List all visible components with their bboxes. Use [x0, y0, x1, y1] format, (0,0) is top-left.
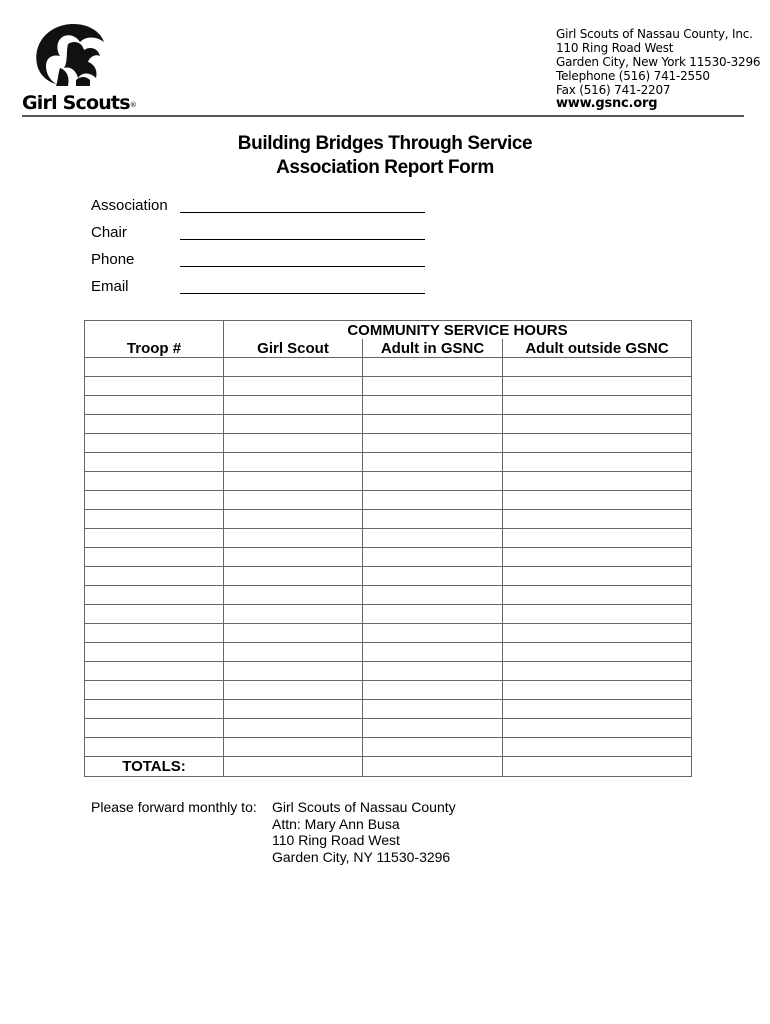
adult-in-gsnc-hours-cell[interactable] — [363, 738, 503, 757]
adult-outside-gsnc-hours-cell[interactable] — [503, 586, 692, 605]
adult-outside-gsnc-hours-cell[interactable] — [503, 453, 692, 472]
adult-outside-gsnc-hours-cell[interactable] — [503, 738, 692, 757]
table-row — [85, 396, 692, 415]
association-label: Association — [91, 197, 168, 214]
adult-outside-gsnc-hours-cell[interactable] — [503, 472, 692, 491]
table-row — [85, 358, 692, 377]
adult-outside-gsnc-hours-cell[interactable] — [503, 377, 692, 396]
adult-in-gsnc-hours-cell[interactable] — [363, 700, 503, 719]
troop-cell[interactable] — [85, 586, 224, 605]
table-row — [85, 453, 692, 472]
trefoil-profiles-icon — [30, 22, 108, 90]
adult-in-gsnc-hours-cell[interactable] — [363, 434, 503, 453]
table-row — [85, 719, 692, 738]
girl-scout-hours-cell[interactable] — [224, 548, 363, 567]
girl-scout-hours-cell[interactable] — [224, 700, 363, 719]
adult-outside-gsnc-hours-cell[interactable] — [503, 491, 692, 510]
adult-in-gsnc-hours-cell[interactable] — [363, 719, 503, 738]
adult-outside-gsnc-hours-cell[interactable] — [503, 605, 692, 624]
logo-wordmark: Girl Scouts® — [22, 92, 136, 114]
girl-scout-hours-cell[interactable] — [224, 605, 363, 624]
adult-outside-gsnc-hours-cell[interactable] — [503, 681, 692, 700]
adult-in-gsnc-hours-cell[interactable] — [363, 548, 503, 567]
girl-scout-hours-cell[interactable] — [224, 719, 363, 738]
organization-address-block — [556, 27, 760, 111]
adult-in-gsnc-hours-cell[interactable] — [363, 396, 503, 415]
girl-scout-hours-cell[interactable] — [224, 567, 363, 586]
association-field[interactable] — [180, 212, 425, 213]
table-row — [85, 605, 692, 624]
adult-in-gsnc-hours-cell[interactable] — [363, 681, 503, 700]
adult-outside-gsnc-hours-cell[interactable] — [503, 510, 692, 529]
adult-outside-gsnc-hours-cell[interactable] — [503, 529, 692, 548]
adult-in-gsnc-hours-cell[interactable] — [363, 377, 503, 396]
phone-label: Phone — [91, 251, 135, 268]
adult-in-gsnc-hours-cell[interactable] — [363, 529, 503, 548]
blank-header-cell — [85, 321, 224, 340]
troop-cell[interactable] — [85, 719, 224, 738]
adult-in-gsnc-hours-cell[interactable] — [363, 586, 503, 605]
adult-outside-gsnc-hours-cell[interactable] — [503, 700, 692, 719]
troop-cell[interactable] — [85, 453, 224, 472]
table-row — [85, 662, 692, 681]
adult-outside-gsnc-hours-cell[interactable] — [503, 719, 692, 738]
email-label: Email — [91, 278, 129, 295]
girl-scout-hours-cell[interactable] — [224, 415, 363, 434]
chair-label: Chair — [91, 224, 127, 241]
adult-in-gsnc-hours-cell[interactable] — [363, 510, 503, 529]
adult-in-gsnc-hours-cell[interactable] — [363, 453, 503, 472]
totals-label: TOTALS: — [85, 757, 224, 777]
girl-scout-hours-cell[interactable] — [224, 586, 363, 605]
table-row — [85, 738, 692, 757]
adult-in-gsnc-hours-cell[interactable] — [363, 358, 503, 377]
adult-outside-gsnc-hours-cell[interactable] — [503, 624, 692, 643]
troop-cell[interactable] — [85, 491, 224, 510]
girl-scout-hours-cell[interactable] — [224, 662, 363, 681]
forward-address-line: 110 Ring Road West — [272, 832, 400, 848]
troop-cell[interactable] — [85, 662, 224, 681]
table-column-header-row — [85, 339, 692, 358]
girl-scout-column-header: Girl Scout — [224, 339, 363, 358]
forward-address-line: Garden City, NY 11530-3296 — [272, 848, 451, 865]
girl-scout-hours-cell[interactable] — [224, 643, 363, 662]
girl-scout-hours-cell[interactable] — [224, 738, 363, 757]
table-row — [85, 434, 692, 453]
troop-cell[interactable] — [85, 738, 224, 757]
table-row — [85, 567, 692, 586]
org-website-link[interactable]: www.gsnc.org — [556, 96, 658, 111]
girl-scout-hours-cell[interactable] — [224, 377, 363, 396]
troop-cell[interactable] — [85, 358, 224, 377]
total-adult-in-gsnc-cell[interactable] — [363, 757, 503, 777]
adult-outside-gsnc-hours-cell[interactable] — [503, 662, 692, 681]
chair-field[interactable] — [180, 239, 425, 240]
adult-in-gsnc-column-header: Adult in GSNC — [363, 339, 503, 358]
adult-outside-gsnc-hours-cell[interactable] — [503, 434, 692, 453]
adult-outside-gsnc-hours-cell[interactable] — [503, 643, 692, 662]
table-row — [85, 510, 692, 529]
adult-outside-gsnc-hours-cell[interactable] — [503, 548, 692, 567]
table-row — [85, 491, 692, 510]
form-title: Building Bridges Through Service — [237, 133, 533, 154]
adult-outside-gsnc-column-header: Adult outside GSNC — [503, 339, 692, 358]
troop-cell[interactable] — [85, 643, 224, 662]
girl-scout-hours-cell[interactable] — [224, 510, 363, 529]
girl-scout-hours-cell[interactable] — [224, 396, 363, 415]
table-row — [85, 700, 692, 719]
girl-scouts-logo — [22, 22, 136, 120]
girl-scout-hours-cell[interactable] — [224, 529, 363, 548]
phone-field[interactable] — [180, 266, 425, 267]
adult-outside-gsnc-hours-cell[interactable] — [503, 396, 692, 415]
table-row — [85, 415, 692, 434]
forward-address — [272, 799, 456, 865]
adult-in-gsnc-hours-cell[interactable] — [363, 624, 503, 643]
troop-cell[interactable] — [85, 529, 224, 548]
girl-scout-hours-cell[interactable] — [224, 453, 363, 472]
adult-in-gsnc-hours-cell[interactable] — [363, 472, 503, 491]
table-row — [85, 529, 692, 548]
org-name: Girl Scouts of Nassau County, Inc. — [556, 27, 753, 41]
troop-cell[interactable] — [85, 624, 224, 643]
table-row — [85, 472, 692, 491]
form-subtitle: Association Report Form — [276, 157, 494, 178]
adult-in-gsnc-hours-cell[interactable] — [363, 662, 503, 681]
org-telephone: Telephone (516) 741-2550 — [556, 69, 710, 83]
girl-scout-hours-cell[interactable] — [224, 681, 363, 700]
total-adult-outside-gsnc-cell[interactable] — [503, 757, 692, 777]
table-row — [85, 377, 692, 396]
troop-cell[interactable] — [85, 377, 224, 396]
troop-cell[interactable] — [85, 434, 224, 453]
total-girl-scout-cell[interactable] — [224, 757, 363, 777]
adult-in-gsnc-hours-cell[interactable] — [363, 415, 503, 434]
forward-address-line: Girl Scouts of Nassau County — [272, 799, 456, 815]
troop-cell[interactable] — [85, 681, 224, 700]
org-fax: Fax (516) 741-2207 — [556, 83, 671, 97]
troop-cell[interactable] — [85, 567, 224, 586]
table-row — [85, 643, 692, 662]
girl-scout-hours-cell[interactable] — [224, 358, 363, 377]
adult-in-gsnc-hours-cell[interactable] — [363, 491, 503, 510]
table-row — [85, 548, 692, 567]
header-divider — [22, 115, 744, 117]
troop-column-header: Troop # — [85, 339, 224, 358]
totals-row — [85, 757, 692, 777]
adult-outside-gsnc-hours-cell[interactable] — [503, 358, 692, 377]
troop-cell[interactable] — [85, 510, 224, 529]
troop-cell[interactable] — [85, 548, 224, 567]
adult-outside-gsnc-hours-cell[interactable] — [503, 415, 692, 434]
table-row — [85, 681, 692, 700]
table-row — [85, 586, 692, 605]
forward-instruction: Please forward monthly to: — [91, 799, 257, 815]
forward-address-line: Attn: Mary Ann Busa — [272, 815, 400, 832]
org-street: 110 Ring Road West — [556, 41, 674, 55]
org-city: Garden City, New York 11530-3296 — [556, 55, 761, 69]
service-hours-table — [84, 320, 692, 777]
adult-in-gsnc-hours-cell[interactable] — [363, 643, 503, 662]
community-service-hours-header: COMMUNITY SERVICE HOURS — [224, 321, 692, 340]
girl-scout-hours-cell[interactable] — [224, 624, 363, 643]
troop-cell[interactable] — [85, 472, 224, 491]
adult-in-gsnc-hours-cell[interactable] — [363, 605, 503, 624]
girl-scout-hours-cell[interactable] — [224, 434, 363, 453]
table-row — [85, 624, 692, 643]
troop-cell[interactable] — [85, 415, 224, 434]
girl-scout-hours-cell[interactable] — [224, 472, 363, 491]
troop-cell[interactable] — [85, 700, 224, 719]
table-group-header-row — [85, 321, 692, 340]
troop-cell[interactable] — [85, 605, 224, 624]
adult-in-gsnc-hours-cell[interactable] — [363, 567, 503, 586]
email-field[interactable] — [180, 293, 425, 294]
adult-outside-gsnc-hours-cell[interactable] — [503, 567, 692, 586]
girl-scout-hours-cell[interactable] — [224, 491, 363, 510]
troop-cell[interactable] — [85, 396, 224, 415]
